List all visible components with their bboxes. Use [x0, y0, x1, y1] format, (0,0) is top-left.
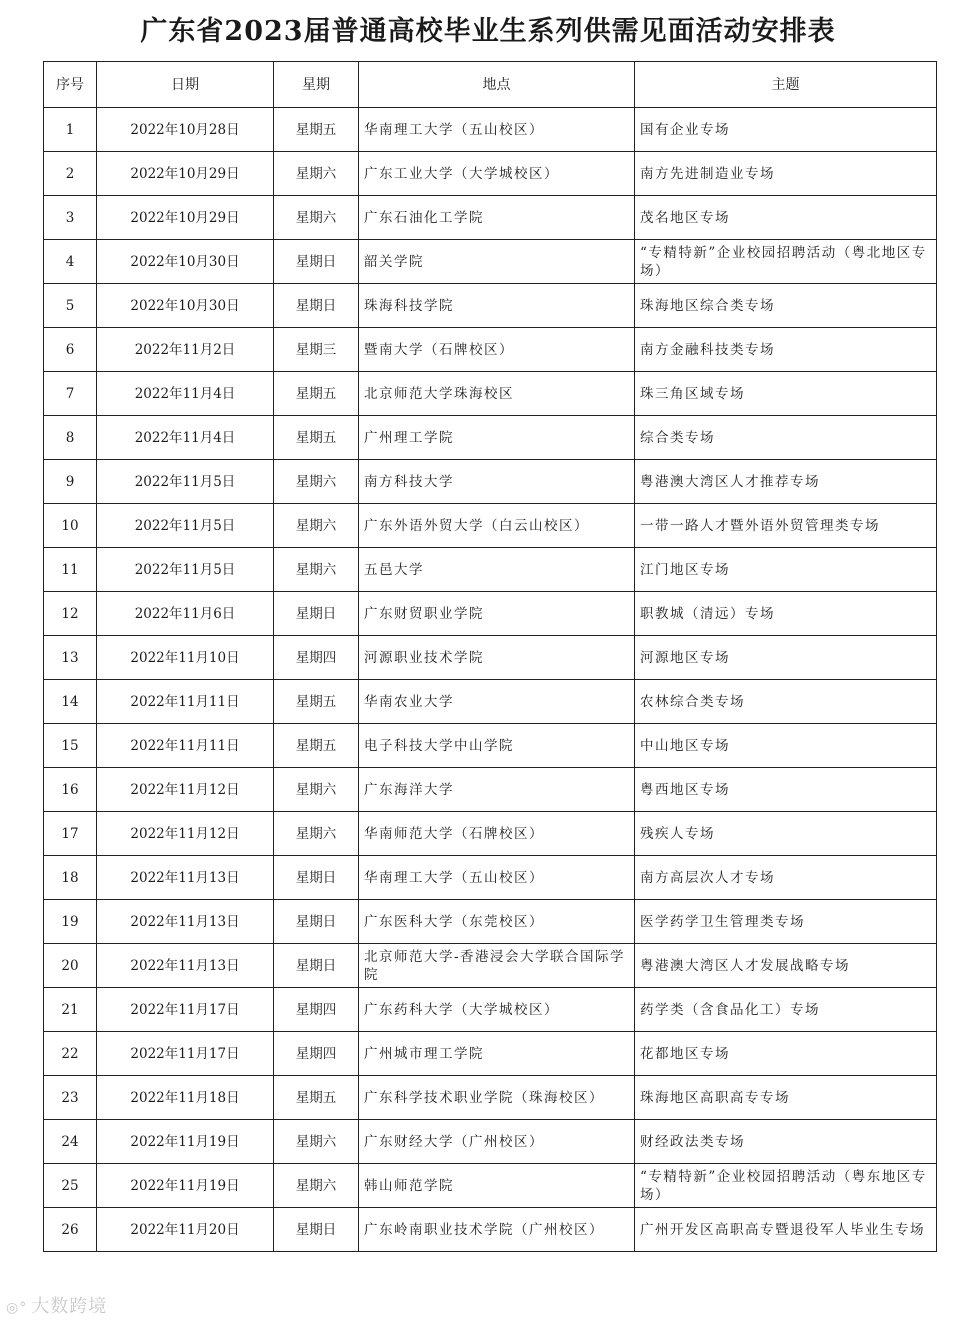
cell-no: 13	[44, 636, 97, 680]
cell-weekday: 星期日	[274, 240, 359, 284]
watermark-text: 大数跨境	[31, 1296, 108, 1317]
cell-theme: “专精特新”企业校园招聘活动（粤北地区专场）	[635, 240, 937, 284]
cell-weekday: 星期六	[274, 196, 359, 240]
cell-weekday: 星期日	[274, 900, 359, 944]
cell-date: 2022年11月6日	[97, 592, 274, 636]
cell-theme: 南方先进制造业专场	[635, 152, 937, 196]
cell-theme: 珠海地区高职高专专场	[635, 1076, 937, 1120]
cell-no: 9	[44, 460, 97, 504]
cell-place: 河源职业技术学院	[359, 636, 635, 680]
cell-date: 2022年11月4日	[97, 372, 274, 416]
cell-place: 广东财贸职业学院	[359, 592, 635, 636]
cell-no: 1	[44, 108, 97, 152]
cell-place: 广州理工学院	[359, 416, 635, 460]
cell-place: 广东海洋大学	[359, 768, 635, 812]
cell-place: 北京师范大学-香港浸会大学联合国际学院	[359, 944, 635, 988]
table-row	[44, 592, 937, 636]
cell-theme: 医学药学卫生管理类专场	[635, 900, 937, 944]
cell-date: 2022年11月12日	[97, 768, 274, 812]
table-row	[44, 900, 937, 944]
cell-place: 广东外语外贸大学（白云山校区）	[359, 504, 635, 548]
cell-date: 2022年11月19日	[97, 1164, 274, 1208]
cell-date: 2022年11月5日	[97, 504, 274, 548]
cell-no: 24	[44, 1120, 97, 1164]
cell-place: 广东药科大学（大学城校区）	[359, 988, 635, 1032]
cell-place: 广州城市理工学院	[359, 1032, 635, 1076]
table-row	[44, 856, 937, 900]
page-title: 广东省2023届普通高校毕业生系列供需见面活动安排表	[140, 16, 836, 47]
cell-place: 华南师范大学（石牌校区）	[359, 812, 635, 856]
table-row	[44, 196, 937, 240]
cell-date: 2022年11月19日	[97, 1120, 274, 1164]
cell-weekday: 星期六	[274, 1164, 359, 1208]
cell-date: 2022年10月28日	[97, 108, 274, 152]
cell-date: 2022年11月2日	[97, 328, 274, 372]
cell-date: 2022年10月29日	[97, 196, 274, 240]
cell-theme: 中山地区专场	[635, 724, 937, 768]
table-row	[44, 152, 937, 196]
cell-theme: “专精特新”企业校园招聘活动（粤东地区专场）	[635, 1164, 937, 1208]
table-row	[44, 548, 937, 592]
cell-theme: 江门地区专场	[635, 548, 937, 592]
cell-no: 12	[44, 592, 97, 636]
cell-date: 2022年11月18日	[97, 1076, 274, 1120]
cell-place: 广东医科大学（东莞校区）	[359, 900, 635, 944]
cell-theme: 珠三角区域专场	[635, 372, 937, 416]
table-row	[44, 812, 937, 856]
cell-weekday: 星期六	[274, 548, 359, 592]
table-row	[44, 1208, 937, 1252]
cell-weekday: 星期四	[274, 636, 359, 680]
table-row	[44, 988, 937, 1032]
cell-place: 电子科技大学中山学院	[359, 724, 635, 768]
cell-place: 北京师范大学珠海校区	[359, 372, 635, 416]
cell-date: 2022年11月5日	[97, 548, 274, 592]
cell-date: 2022年11月11日	[97, 724, 274, 768]
cell-date: 2022年11月10日	[97, 636, 274, 680]
cell-date: 2022年11月11日	[97, 680, 274, 724]
cell-weekday: 星期五	[274, 108, 359, 152]
cell-theme: 残疾人专场	[635, 812, 937, 856]
cell-weekday: 星期日	[274, 284, 359, 328]
cell-place: 广东工业大学（大学城校区）	[359, 152, 635, 196]
table-row	[44, 108, 937, 152]
cell-no: 10	[44, 504, 97, 548]
cell-place: 南方科技大学	[359, 460, 635, 504]
cell-date: 2022年11月13日	[97, 856, 274, 900]
cell-no: 6	[44, 328, 97, 372]
table-row	[44, 768, 937, 812]
cell-theme: 药学类（含食品化工）专场	[635, 988, 937, 1032]
cell-weekday: 星期日	[274, 856, 359, 900]
cell-date: 2022年11月4日	[97, 416, 274, 460]
cell-weekday: 星期六	[274, 1120, 359, 1164]
table-row	[44, 284, 937, 328]
cell-weekday: 星期六	[274, 768, 359, 812]
cell-date: 2022年11月5日	[97, 460, 274, 504]
schedule-table	[43, 61, 937, 1252]
table-row	[44, 416, 937, 460]
header-theme: 主题	[635, 62, 937, 108]
cell-no: 5	[44, 284, 97, 328]
table-row	[44, 504, 937, 548]
cell-weekday: 星期五	[274, 416, 359, 460]
cell-no: 22	[44, 1032, 97, 1076]
table-row	[44, 944, 937, 988]
cell-theme: 广州开发区高职高专暨退役军人毕业生专场	[635, 1208, 937, 1252]
cell-weekday: 星期日	[274, 1208, 359, 1252]
cell-theme: 国有企业专场	[635, 108, 937, 152]
cell-weekday: 星期五	[274, 372, 359, 416]
header-no: 序号	[44, 62, 97, 108]
cell-no: 17	[44, 812, 97, 856]
cell-weekday: 星期五	[274, 1076, 359, 1120]
table-row	[44, 724, 937, 768]
cell-place: 韩山师范学院	[359, 1164, 635, 1208]
cell-place: 广东财经大学（广州校区）	[359, 1120, 635, 1164]
cell-place: 暨南大学（石牌校区）	[359, 328, 635, 372]
cell-no: 20	[44, 944, 97, 988]
table-header-row	[44, 62, 937, 108]
cell-theme: 综合类专场	[635, 416, 937, 460]
cell-no: 25	[44, 1164, 97, 1208]
cell-theme: 南方金融科技类专场	[635, 328, 937, 372]
cell-no: 21	[44, 988, 97, 1032]
table-row	[44, 636, 937, 680]
cell-weekday: 星期六	[274, 152, 359, 196]
cell-no: 4	[44, 240, 97, 284]
cell-place: 珠海科技学院	[359, 284, 635, 328]
cell-no: 15	[44, 724, 97, 768]
cell-theme: 财经政法类专场	[635, 1120, 937, 1164]
header-date: 日期	[97, 62, 274, 108]
cell-no: 23	[44, 1076, 97, 1120]
cell-no: 2	[44, 152, 97, 196]
cell-no: 26	[44, 1208, 97, 1252]
cell-theme: 粤西地区专场	[635, 768, 937, 812]
cell-theme: 花都地区专场	[635, 1032, 937, 1076]
cell-no: 19	[44, 900, 97, 944]
cell-place: 华南农业大学	[359, 680, 635, 724]
watermark-logo-icon: ◎°	[6, 1300, 28, 1316]
cell-date: 2022年10月30日	[97, 240, 274, 284]
cell-no: 14	[44, 680, 97, 724]
cell-date: 2022年11月13日	[97, 944, 274, 988]
cell-place: 韶关学院	[359, 240, 635, 284]
cell-no: 11	[44, 548, 97, 592]
cell-weekday: 星期六	[274, 504, 359, 548]
cell-date: 2022年10月30日	[97, 284, 274, 328]
cell-theme: 粤港澳大湾区人才推荐专场	[635, 460, 937, 504]
cell-weekday: 星期三	[274, 328, 359, 372]
cell-place: 广东石油化工学院	[359, 196, 635, 240]
cell-theme: 南方高层次人才专场	[635, 856, 937, 900]
cell-place: 广东科学技术职业学院（珠海校区）	[359, 1076, 635, 1120]
table-row	[44, 1032, 937, 1076]
table-row	[44, 328, 937, 372]
table-row	[44, 240, 937, 284]
cell-date: 2022年11月17日	[97, 1032, 274, 1076]
cell-theme: 农林综合类专场	[635, 680, 937, 724]
cell-weekday: 星期六	[274, 460, 359, 504]
cell-date: 2022年11月13日	[97, 900, 274, 944]
cell-weekday: 星期五	[274, 680, 359, 724]
cell-place: 华南理工大学（五山校区）	[359, 108, 635, 152]
cell-theme: 河源地区专场	[635, 636, 937, 680]
cell-weekday: 星期四	[274, 988, 359, 1032]
cell-no: 3	[44, 196, 97, 240]
table-row	[44, 680, 937, 724]
table-row	[44, 1164, 937, 1208]
table-row	[44, 1120, 937, 1164]
cell-weekday: 星期日	[274, 592, 359, 636]
cell-no: 16	[44, 768, 97, 812]
cell-weekday: 星期五	[274, 724, 359, 768]
cell-date: 2022年11月17日	[97, 988, 274, 1032]
header-place: 地点	[359, 62, 635, 108]
watermark	[6, 1292, 107, 1318]
header-weekday: 星期	[274, 62, 359, 108]
cell-no: 18	[44, 856, 97, 900]
cell-place: 广东岭南职业技术学院（广州校区）	[359, 1208, 635, 1252]
cell-no: 7	[44, 372, 97, 416]
cell-theme: 茂名地区专场	[635, 196, 937, 240]
cell-weekday: 星期六	[274, 812, 359, 856]
cell-theme: 一带一路人才暨外语外贸管理类专场	[635, 504, 937, 548]
cell-place: 五邑大学	[359, 548, 635, 592]
cell-date: 2022年11月12日	[97, 812, 274, 856]
cell-theme: 粤港澳大湾区人才发展战略专场	[635, 944, 937, 988]
table-row	[44, 1076, 937, 1120]
cell-date: 2022年10月29日	[97, 152, 274, 196]
cell-theme: 职教城（清远）专场	[635, 592, 937, 636]
cell-no: 8	[44, 416, 97, 460]
cell-weekday: 星期四	[274, 1032, 359, 1076]
cell-theme: 珠海地区综合类专场	[635, 284, 937, 328]
cell-weekday: 星期日	[274, 944, 359, 988]
table-row	[44, 460, 937, 504]
table-row	[44, 372, 937, 416]
cell-place: 华南理工大学（五山校区）	[359, 856, 635, 900]
cell-date: 2022年11月20日	[97, 1208, 274, 1252]
